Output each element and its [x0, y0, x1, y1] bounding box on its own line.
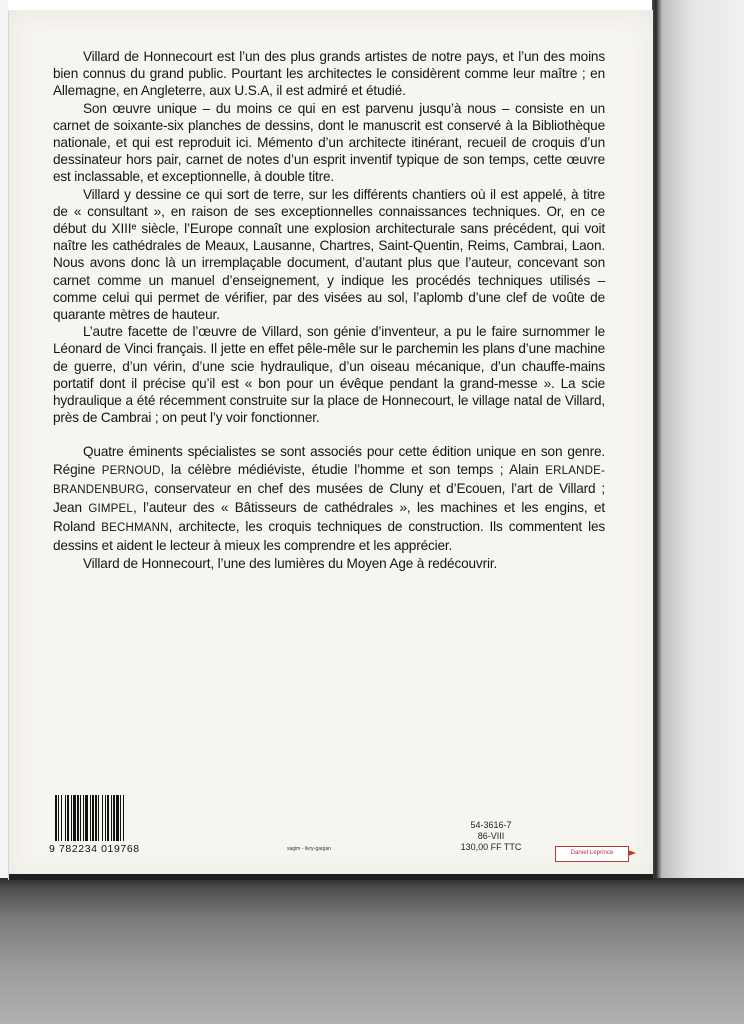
background-left [0, 0, 8, 884]
contributors-text-1: Quatre éminents spécialistes se sont associés pour cette édition unique en son genre. Régine [53, 444, 605, 477]
background-shadow-right [652, 0, 744, 884]
contributor-name-erlande: ERLANDE-BRANDENBURG [53, 464, 605, 496]
barcode-bar [124, 795, 126, 841]
book-back-cover [8, 10, 653, 880]
paragraph-oeuvre: Son œuvre unique – du moins ce qui en est parvenu jusqu’à nous – consiste en un carnet de soixante-six planches de dessins, dont le manuscrit est conservé à la Bibliothèque nationale, et qui est reproduit ici. Mémento d’un architecte itinérant, recueil de croquis d’un dessinateur hors pair, carnet de notes d’un esprit inventif typique de son temps, cette œuvre est inclassable, et exceptionnelle, à double titre. [53, 100, 605, 185]
barcode-bars [55, 795, 151, 841]
reference-codes [457, 820, 525, 853]
paragraph-intro: Villard de Honnecourt est l’un des plus grands artistes de notre pays, et l’un des moins bien connus du grand public. Pourtant les architectes le considèrent comme leur maître ; en Allemagne, en Angleterre, aux U.S.A, il est admiré et étudié. [53, 49, 605, 99]
contributors-text-5: , architecte, les croquis techniques de construction. Ils commentent les dessins et aident le lecteur à mieux les comprendre et les apprécier. [53, 519, 606, 554]
publisher-arrow-icon [628, 850, 636, 856]
paragraph-drawings: Villard y dessine ce qui sort de terre, sur les différents chantiers où il est appelé, à titre de « consultant », en raison de ses exceptionnelles connaissances techniques. Or, en ce début du XIIIᵉ siècle, l’Europe connaît une explosion architecturale sans précédent, qui voit naître les cathédrales de Meaux, Lausanne, Chartres, Saint-Quentin, Reims, Cambrai, Laon. Nous avons donc là un irremplaçable document, d’autant plus que l’auteur, concevant son carnet comme un manuel d’enseignement, y indique les procédés techniques utilisés – comme celui qui permet de vérifier, par des visées au sol, l’aplomb d’une clef de voûte de quarante mètres de hauteur. [53, 186, 605, 323]
contributors-text-4: , l’auteur des « Bâtisseurs de cathédrales », les machines et les engins, et Roland [53, 500, 605, 535]
contributor-name-pernoud: PERNOUD [101, 464, 161, 477]
blurb-text [53, 48, 605, 572]
printer-credit: sagim - livry-gargan [287, 846, 331, 852]
isbn-barcode [49, 795, 151, 855]
contributors-text-3: , conservateur en chef des musées de Cluny et d’Ecouen, l’art de Villard ; Jean [53, 480, 605, 516]
paragraph-closing: Villard de Honnecourt, l’une des lumières du Moyen Age à redécouvrir. [83, 555, 498, 571]
paragraph-inventor: L’autre facette de l’œuvre de Villard, son génie d’inventeur, a pu le faire surnommer le Léonard de Vinci français. Il jette en effet pêle-mêle sur le parchemin les plans d’une machine de guerre, d’un vérin, d’une scie hydraulique, d’un oiseau mécanique, d’un chauffe-mains portatif dont il précise qu’il est « bon pour un évêque pendant la grand-messe ». La scie hydraulique a été récemment construite sur la place de Honnecourt, le village natal de Villard, près de Cambrai ; on peut l’y voir fonctionner. [53, 324, 605, 426]
edition-code: 86-VIII [477, 831, 505, 841]
isbn-digits: 9 782234 019768 [49, 843, 140, 855]
reference-number: 54-3616-7 [470, 820, 512, 830]
contributor-name-gimpel: GIMPEL [88, 503, 134, 516]
publisher-logo: Daniel Leprince [555, 846, 629, 862]
price-label: 130,00 FF TTC [460, 842, 522, 852]
paragraph-contributors [53, 443, 605, 554]
background-top [0, 0, 744, 10]
background-shadow-bottom [0, 878, 744, 1024]
contributor-name-bechmann: BECHMANN [101, 522, 169, 535]
contributors-text-2: , la célèbre médiéviste, étudie l’homme et son temps ; Alain [160, 461, 546, 477]
